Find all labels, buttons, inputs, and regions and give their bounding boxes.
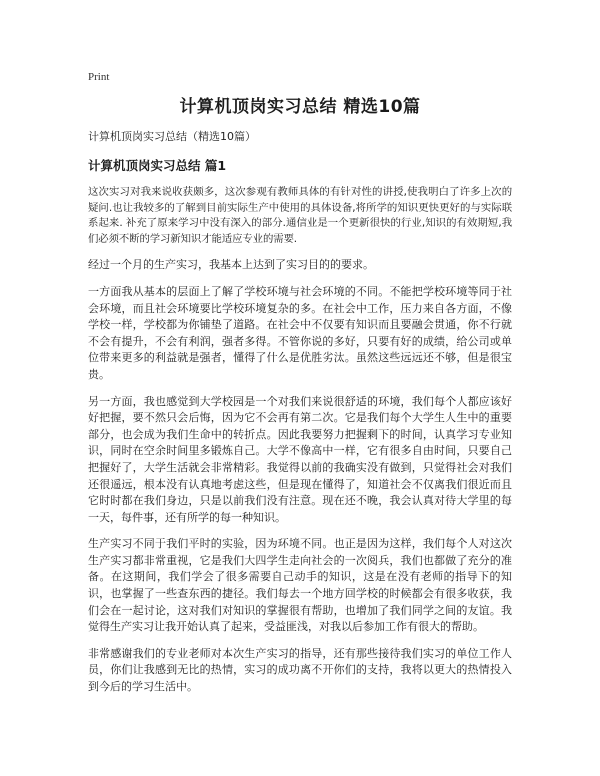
document-title: 计算机顶岗实习总结 精选10篇	[179, 97, 421, 117]
paragraph-2: 经过一个月的生产实习，我基本上达到了实习目的的要求。	[88, 258, 374, 272]
document-subtitle: 计算机顶岗实习总结（精选10篇）	[88, 130, 256, 143]
paragraph-5: 生产实习不同于我们平时的实验，因为环境不同。也正是因为这样，我们每个人对这次生产实习都非常重视，它是我们大四学生走向社会的一次阅兵，我们也都做了充分的准备。在这期间，我们学会了很多需要自己动手的知识，这是在没有老师的指导下的知识，也掌握了一些查东西的捷径。我们每去一个地方回学校的时候都会有很多收获，我们会在一起讨论，这对我们对知识的掌握很有帮助，也增加了我们同学之间的友谊。我觉得生产实习让我开始认真了起来，受益匪浅，对我以后参加工作有很大的帮助。	[88, 537, 512, 634]
paragraph-3: 一方面我从基本的层面上了解了学校环境与社会环境的不同。不能把学校环境等同于社会环境，而且社会环境要比学校环境复杂的多。在社会中工作，压力来自各方面，不像学校一样，学校都为你铺垫了道路。在社会中不仅要有知识而且要融会贯通，你不行就不会有提升，不会有利润，强者多得。不管你说的多好，只要有好的成绩，给公司或单位带来更多的利益就是强者，懂得了什么是优胜劣汰。虽然这些远远还不够，但是很宝贵。	[88, 284, 512, 381]
paragraph-6: 非常感谢我们的专业老师对本次生产实习的指导，还有那些接待我们实习的单位工作人员，你们让我感到无比的热情，实习的成功离不开你们的支持，我将以更大的热情投入到今后的学习生活中。	[88, 646, 512, 694]
section-heading: 计算机顶岗实习总结 篇1	[88, 158, 227, 173]
print-link[interactable]: Print	[88, 71, 110, 83]
paragraph-1: 这次实习对我来说收获颇多，这次参观有教师具体的有针对性的讲授,使我明白了许多上次的疑问.也让我较多的了解到目前实际生产中使用的具体设备,将所学的知识更快更好的与实际联系起来. 补充了原来学习中没有深入的部分.通信业是一个更新很快的行业,知识的有效期短,我们必须不断的学习新知识才能适应专业的需要.	[88, 186, 512, 245]
paragraph-4: 另一方面，我也感觉到大学校园是一个对我们来说很舒适的环境，我们每个人都应该好好把握，要不然只会后悔，因为它不会再有第二次。它是我们每个大学生人生中的重要部分，也会成为我们生命中的转折点。因此我要努力把握剩下的时间，认真学习专业知识，同时在空余时间里多锻炼自己。大学不像高中一样，它有很多自由时间，只要自己把握好了，大学生活就会非常精彩。我觉得以前的我确实没有做到，只觉得社会对我们还很遥远，根本没有认真地考虑这些，但是现在懂得了，知道社会不仅离我们很近而且它时时都在我们身边，只是以前我们没有注意。现在还不晚，我会认真对待大学里的每一天，每件事，还有所学的每一种知识。	[88, 394, 512, 524]
